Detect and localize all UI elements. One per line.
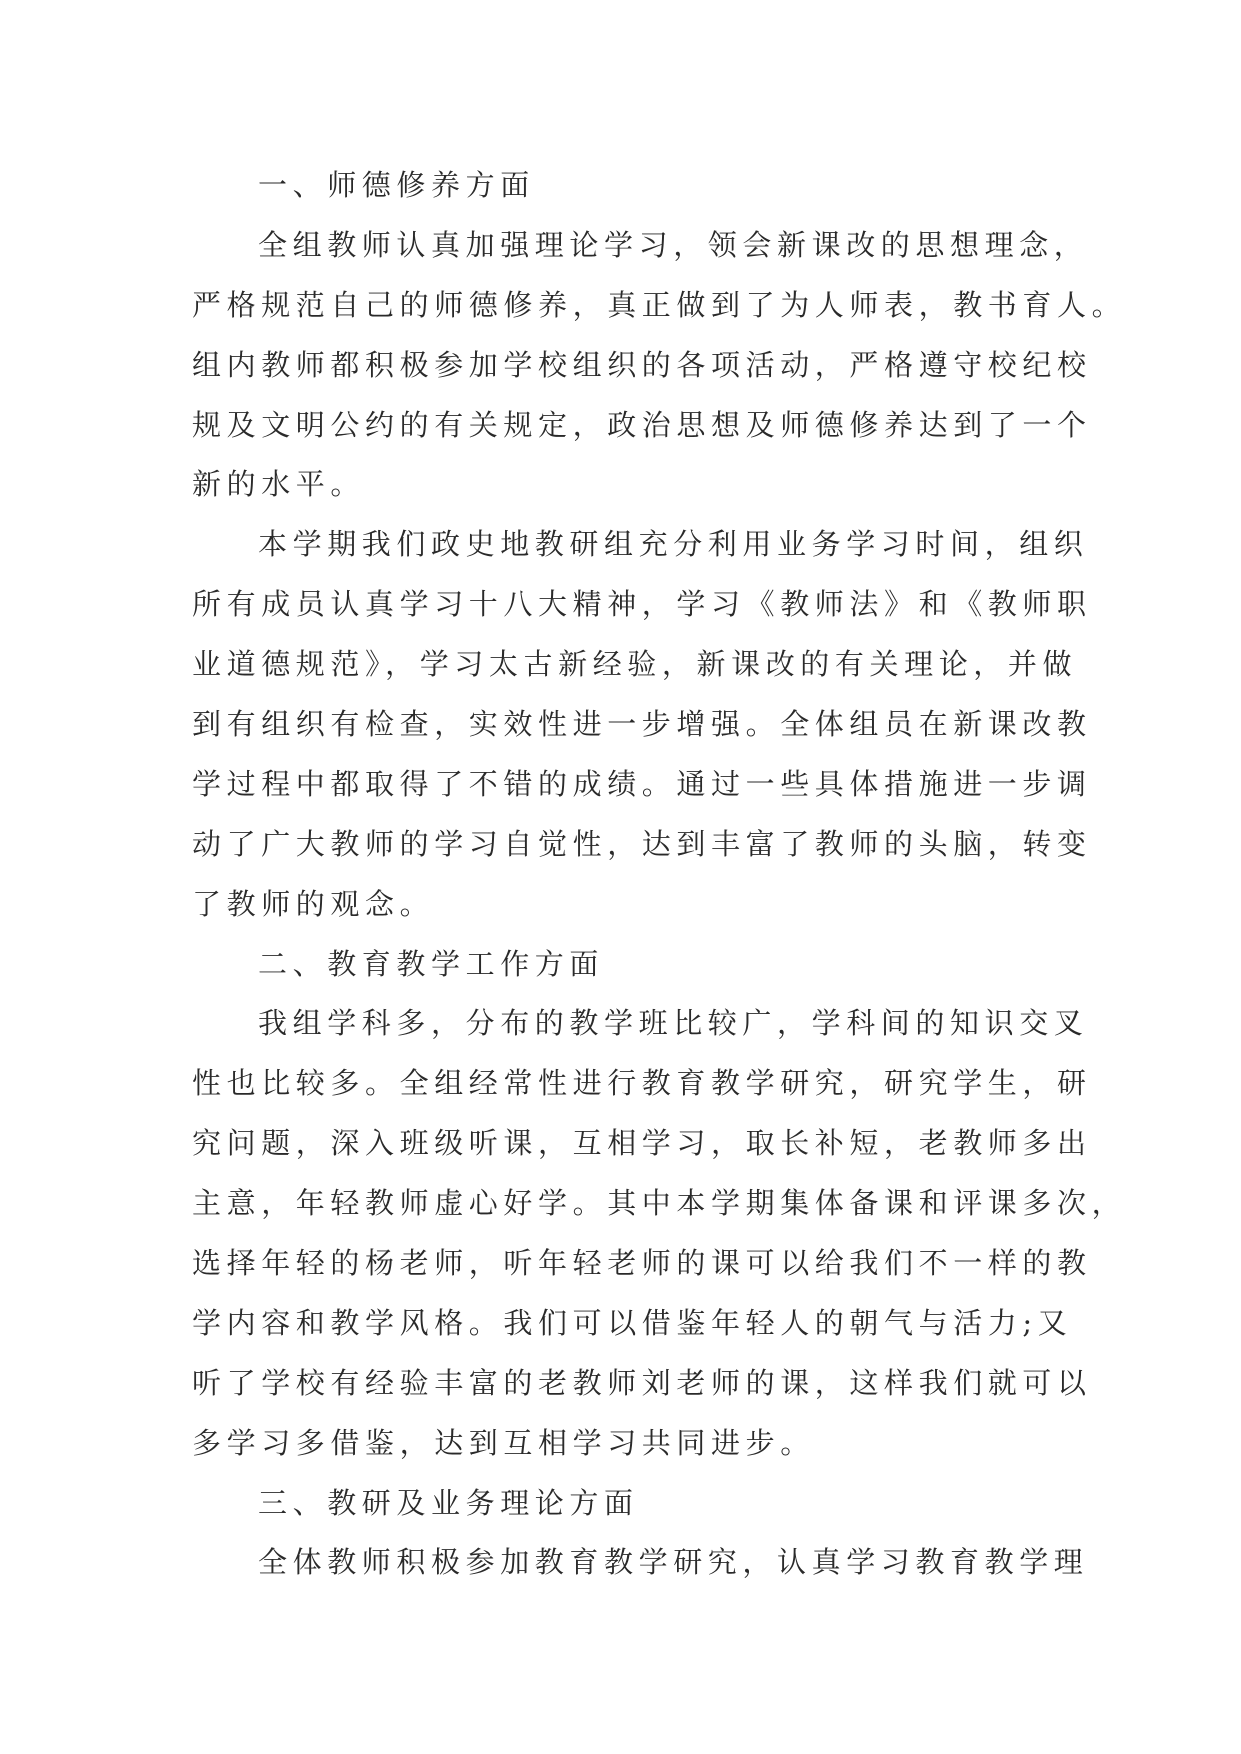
paragraph-line: 究问题，深入班级听课，互相学习，取长补短，老教师多出 (192, 1126, 1092, 1161)
section-heading-1: 一、师德修养方面 (258, 168, 535, 202)
paragraph-line: 严格规范自己的师德修养，真正做到了为人师表，教书育人。 (192, 287, 1127, 322)
paragraph-line: 全组教师认真加强理论学习，领会新课改的思想理念， (258, 227, 1089, 262)
paragraph-line: 到有组织有检查，实效性进一步增强。全体组员在新课改教 (192, 707, 1092, 742)
paragraph-line: 多学习多借鉴，达到互相学习共同进步。 (192, 1425, 815, 1460)
paragraph-line: 新的水平。 (192, 467, 366, 502)
paragraph-line: 业道德规范》，学习太古新经验，新课改的有关理论，并做 (192, 647, 1078, 682)
paragraph-line: 了教师的观念。 (192, 886, 435, 921)
paragraph-line: 学内容和教学风格。我们可以借鉴年轻人的朝气与活力;又 (192, 1305, 1073, 1340)
paragraph-line: 组内教师都积极参加学校组织的各项活动，严格遵守校纪校 (192, 347, 1092, 382)
section-heading-3: 三、教研及业务理论方面 (258, 1485, 639, 1520)
paragraph-line: 性也比较多。全组经常性进行教育教学研究，研究学生，研 (192, 1066, 1092, 1101)
paragraph-line: 主意，年轻教师虚心好学。其中本学期集体备课和评课多次， (192, 1186, 1127, 1221)
paragraph-line: 选择年轻的杨老师，听年轻老师的课可以给我们不一样的教 (192, 1246, 1092, 1281)
paragraph-line: 规及文明公约的有关规定，政治思想及师德修养达到了一个 (192, 407, 1092, 442)
paragraph-line: 听了学校有经验丰富的老教师刘老师的课，这样我们就可以 (192, 1365, 1092, 1400)
paragraph-line: 全体教师积极参加教育教学研究，认真学习教育教学理 (258, 1545, 1089, 1580)
paragraph-line: 本学期我们政史地教研组充分利用业务学习时间，组织 (258, 527, 1089, 562)
paragraph-line: 动了广大教师的学习自觉性，达到丰富了教师的头脑，转变 (192, 826, 1092, 861)
paragraph-line: 学过程中都取得了不错的成绩。通过一些具体措施进一步调 (192, 766, 1092, 801)
paragraph-line: 我组学科多，分布的教学班比较广，学科间的知识交叉 (258, 1006, 1089, 1041)
section-heading-2: 二、教育教学工作方面 (258, 946, 605, 981)
document-body (192, 156, 1127, 1593)
paragraph-line: 所有成员认真学习十八大精神，学习《教师法》和《教师职 (192, 587, 1092, 622)
